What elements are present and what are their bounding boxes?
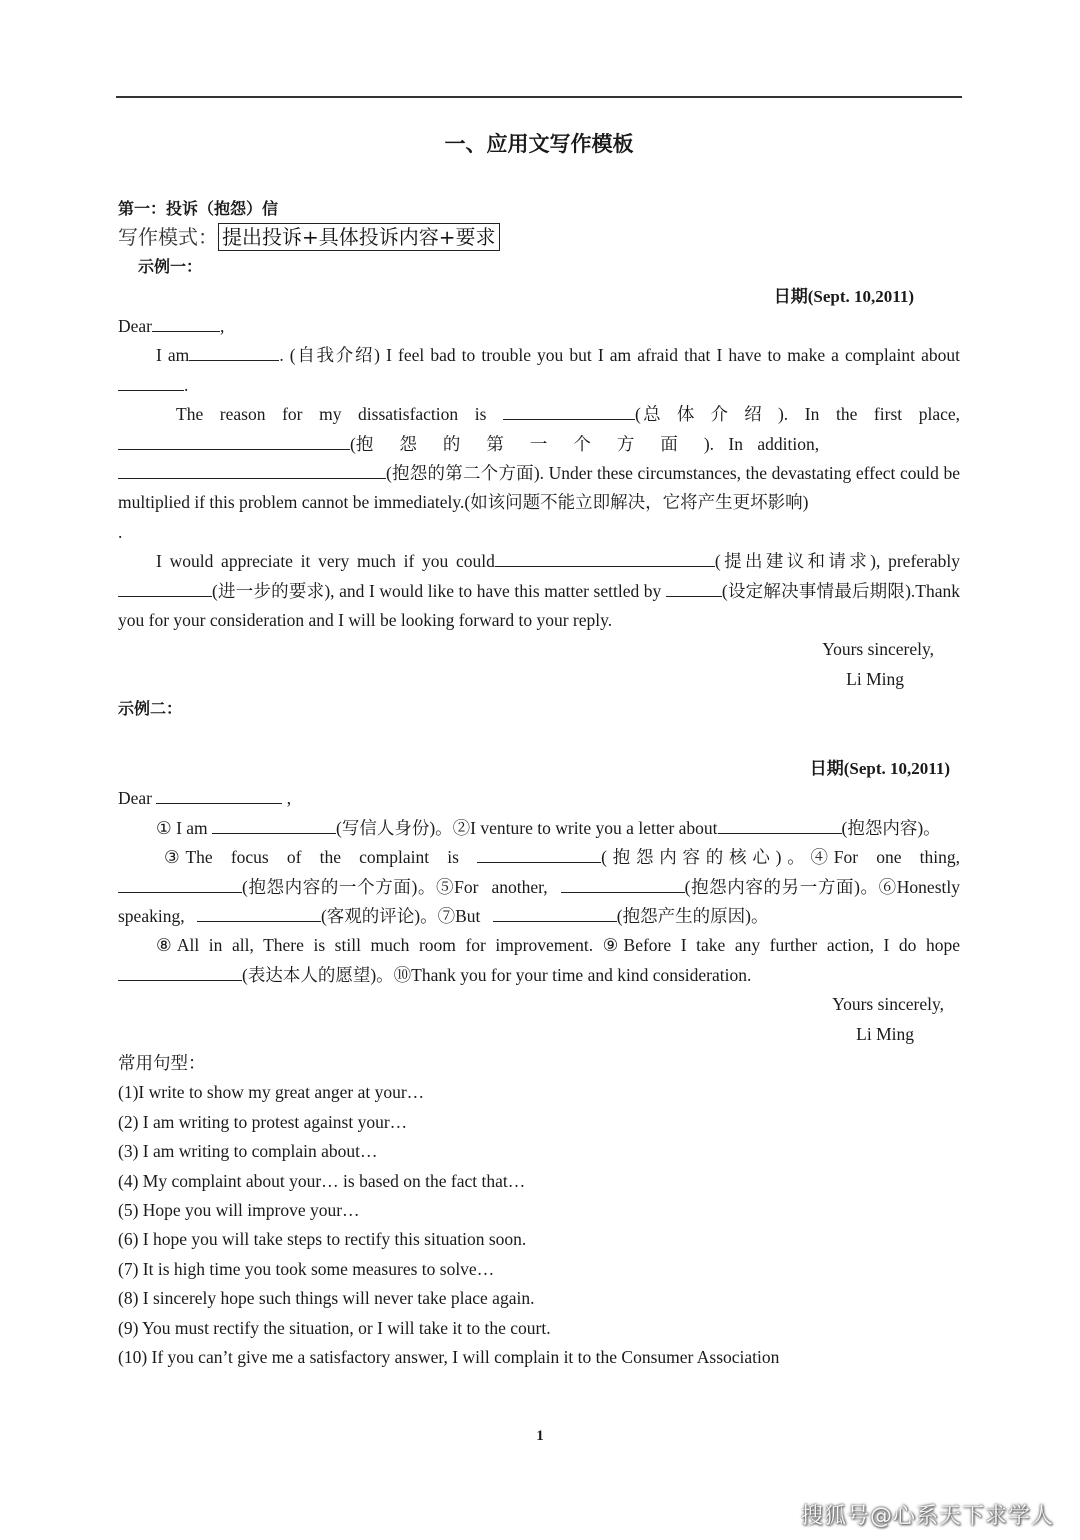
phrase-item: (3) I am writing to complain about…: [118, 1141, 378, 1162]
example-one-paragraph-2b: (抱怨的第二个方面). Under these circumstances, the devastating effect could be multiplied if this problem cannot be immediately.(如该问题不能立即解决，它将产生更坏影响): [118, 459, 960, 518]
phrase-item: (2) I am writing to protest against your…: [118, 1111, 408, 1132]
blank-line: [561, 874, 685, 893]
blank-line: [477, 844, 601, 863]
blank-line: [212, 815, 336, 834]
blank-line: [503, 401, 635, 420]
example-two-signature: Li Ming: [856, 1023, 914, 1044]
blank-line: [118, 874, 242, 893]
phrase-item: (9) You must rectify the situation, or I will take it to the court.: [118, 1317, 551, 1338]
document-title: 一、应用文写作模板: [444, 132, 634, 156]
blank-line: [189, 342, 279, 361]
blank-line: [118, 372, 184, 391]
document-body: [118, 122, 960, 1372]
example-two-date: 日期(Sept. 10,2011): [809, 759, 950, 779]
phrase-item: (8) I sincerely hope such things will never take place again.: [118, 1288, 535, 1309]
header-rule: [116, 96, 962, 98]
blank-line: [118, 962, 242, 981]
phrase-item: (7) It is high time you took some measures to solve…: [118, 1258, 495, 1279]
example-two-closing: Yours sincerely,: [832, 994, 944, 1015]
page-number: 1: [536, 1428, 544, 1444]
blank-line: [156, 785, 282, 804]
example-one-salutation: Dear ,: [118, 312, 960, 341]
phrase-item: (4) My complaint about your… is based on the fact that…: [118, 1170, 526, 1191]
blank-line: [718, 815, 842, 834]
example-one-date: 日期(Sept. 10,2011): [773, 287, 914, 306]
example-one-signature: Li Ming: [846, 668, 904, 689]
phrase-item: (6) I hope you will take steps to rectify this situation soon.: [118, 1229, 527, 1250]
blank-line: [152, 313, 220, 332]
example-one-paragraph-1: I am . (自我介绍) I feel bad to trouble you but I am afraid that I have to make a complaint about.: [118, 341, 960, 400]
blank-line: [118, 460, 386, 479]
writing-mode-box: 提出投诉+具体投诉内容+要求: [218, 223, 500, 251]
section-heading: 第一：投诉（抱怨）信: [118, 199, 279, 218]
example-two-heading: 示例二：: [118, 699, 183, 719]
blank-line: [118, 431, 350, 450]
example-one-paragraph-2c: .: [118, 521, 123, 542]
example-one-paragraph-2: The reason for my dissatisfaction is (总体介绍). In the first place,(抱怨的第一个方面). In addition,: [118, 400, 960, 459]
phrase-item: (10) If you can’t give me a satisfactory answer, I will complain it to the Consumer Association: [118, 1347, 780, 1367]
phrase-item: (5) Hope you will improve your…: [118, 1199, 360, 1220]
writing-mode-label: 写作模式：: [118, 225, 218, 249]
example-one-paragraph-3: I would appreciate it very much if you could (提出建议和请求), preferably (进一步的要求), and I would like to have this matter settled by (设定解决事情最后期限).Thank you for your consideration and I will be looking forward to your reply.: [118, 547, 960, 635]
writing-mode-line: [118, 222, 960, 252]
watermark: 搜狐号@心系天下求学人: [800, 1504, 1054, 1529]
example-one-closing: Yours sincerely,: [822, 639, 934, 660]
example-two-paragraph-1: ① I am (写信人身份)。②I venture to write you a letter about (抱怨内容)。: [118, 814, 960, 843]
example-two-paragraph-3: ⑧All in all, There is still much room for improvement. ⑨Before I take any further action, I do hope (表达本人的愿望)。⑩Thank you for your time and kind consideration.: [118, 931, 960, 990]
example-two-salutation: Dear ,: [118, 784, 960, 813]
example-two-paragraph-2: ③The focus of the complaint is (抱怨内容的核心)。④For one thing, (抱怨内容的一个方面)。⑤For another, (抱怨内容的另一方面)。⑥Honestly speaking, (客观的评论)。⑦But (抱怨产生的原因)。: [118, 843, 960, 931]
blank-line: [493, 903, 617, 922]
blank-line: [197, 903, 321, 922]
example-one-heading: 示例一：: [138, 257, 203, 276]
blank-line: [118, 578, 212, 597]
common-phrases-heading: 常用句型：: [118, 1052, 206, 1073]
blank-line: [495, 548, 715, 567]
phrase-item: (1)I write to show my great anger at your…: [118, 1082, 425, 1103]
common-phrases-list: [118, 1078, 960, 1372]
blank-line: [666, 578, 722, 597]
